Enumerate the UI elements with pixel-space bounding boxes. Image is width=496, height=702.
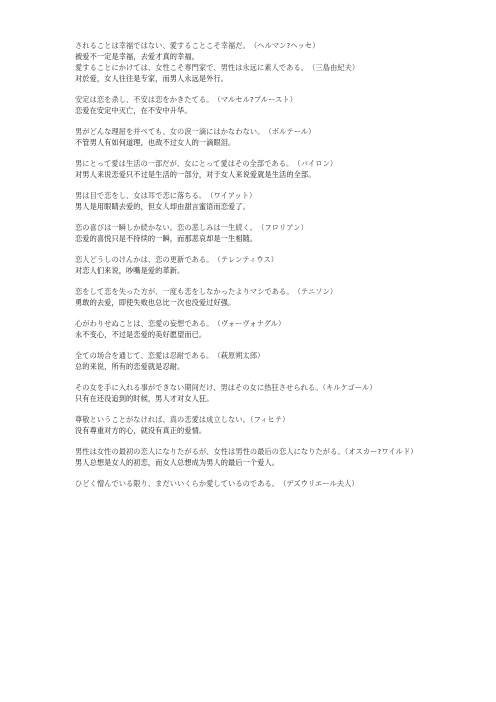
quote-japanese: 男性は女性の最初の恋人になりたがるが、女性は男性の最后の恋人になりたがる。（オスカー?ワイルド） [75,447,418,456]
quote-japanese: 男がどんな理屈を并べても、女の涙一滴にはかなわない。 （ボルテール） [75,127,316,136]
quote-item [75,318,435,340]
quote-chinese: 不管男人有如何道理，也敌不过女人的一滴眼泪。 [75,138,236,147]
quote-japanese: ひどく憎んでいる限り、まだいいくらか愛しているのである。 （デズウリエール夫人） [75,479,359,488]
quote-japanese: 男は目で恋をし、女は耳で恋に落ちる。 （ワイアット） [75,191,257,200]
spacer [75,84,435,94]
quote-chinese: 对男人来说恋爱只不过是生活的一部分，对于女人来说爱就是生活的全部。 [75,170,316,179]
quote-japanese: 心がわりせぬことは、恋愛の妄想である。 （ヴォーヴォナグル） [75,319,286,328]
quote-item [75,286,435,308]
spacer [75,148,435,158]
quote-item [75,478,435,489]
spacer [75,276,435,286]
quote-chinese: 只有在还没追到的时候，男人才对女人狂。 [75,394,214,403]
quote-chinese: 总的来说，所有的恋爱就是忍耐。 [75,362,185,371]
quote-chinese: 勇敢的去爱，即使失败也总比一次也没爱过好强。 [75,298,236,307]
quote-japanese: 愛することにかけては、女性こそ専門家で、男性は永远に素人である。 （三島由紀夫） [75,63,360,72]
quote-item [75,446,435,468]
quote-japanese: 尊敬ということがなければ、真の恋愛は成立しない。（フィヒテ） [75,415,290,424]
quote-item [75,254,435,276]
quote-item [75,62,435,84]
spacer [75,308,435,318]
quote-japanese: されることは幸福ではない、愛することこそ幸福だ。 （ヘルマン?ヘッセ） [75,41,320,50]
quote-item [75,40,435,62]
quote-chinese: 男人总想是女人的初恋，而女人总想成为男人的最后一个爱人。 [75,458,280,467]
quote-japanese: 安定は恋を杀し、不安は恋をかきたてる。 （マルセル?プルースト） [75,95,297,104]
quote-list [75,40,435,489]
quote-item [75,94,435,116]
quote-chinese: 恋爱在安定中灭亡，在不安中升华。 [75,106,192,115]
quote-item [75,350,435,372]
spacer [75,468,435,478]
quote-japanese: 男にとって愛は生活の一部だが、女にとって愛はその全部である。 （バイロン） [75,159,338,168]
spacer [75,340,435,350]
quote-chinese: 恋爱的喜悦只是不持续的一瞬，而那悲哀却是一生相随。 [75,234,258,243]
spacer [75,212,435,222]
quote-japanese: その女を手に入れる事ができない期间だけ、男はその女に热狂させられる。（キルケゴール） [75,383,377,392]
spacer [75,244,435,254]
quote-item [75,158,435,180]
spacer [75,404,435,414]
quote-japanese: 恋人どうしのけんかは、恋の更新である。 （テレンティウス） [75,255,279,264]
quote-japanese: 恋をして恋を失った方が、一度も恋をしなかったよりマシである。 （テニソン） [75,287,338,296]
quote-chinese: 被爱不一定是幸福，去爱才真的幸福。 [75,52,199,61]
quote-japanese: 全ての场合を通じて、恋愛は忍耐である。 （萩原朔太郎） [75,351,265,360]
quote-item [75,382,435,404]
quote-item [75,222,435,244]
quote-japanese: 恋の喜びは一瞬しか続かない。恋の悲しみは一生続く。 （フロリアン） [75,223,308,232]
spacer [75,116,435,126]
spacer [75,436,435,446]
quote-chinese: 男人是用眼睛去爱的，但女人却由甜言蜜语而恋爱了。 [75,202,250,211]
quote-chinese: 没有尊重对方的心，就没有真正的爱情。 [75,426,207,435]
quote-chinese: 永不变心，不过是恋爱的美好愿望而已。 [75,330,207,339]
spacer [75,180,435,190]
spacer [75,372,435,382]
quote-item [75,414,435,436]
quote-item [75,126,435,148]
quote-item [75,190,435,212]
quote-chinese: 对恋人们来说，吵嘴是爱的革新。 [75,266,185,275]
quote-chinese: 对於爱，女人往往是专家，而男人永远是外行。 [75,74,229,83]
